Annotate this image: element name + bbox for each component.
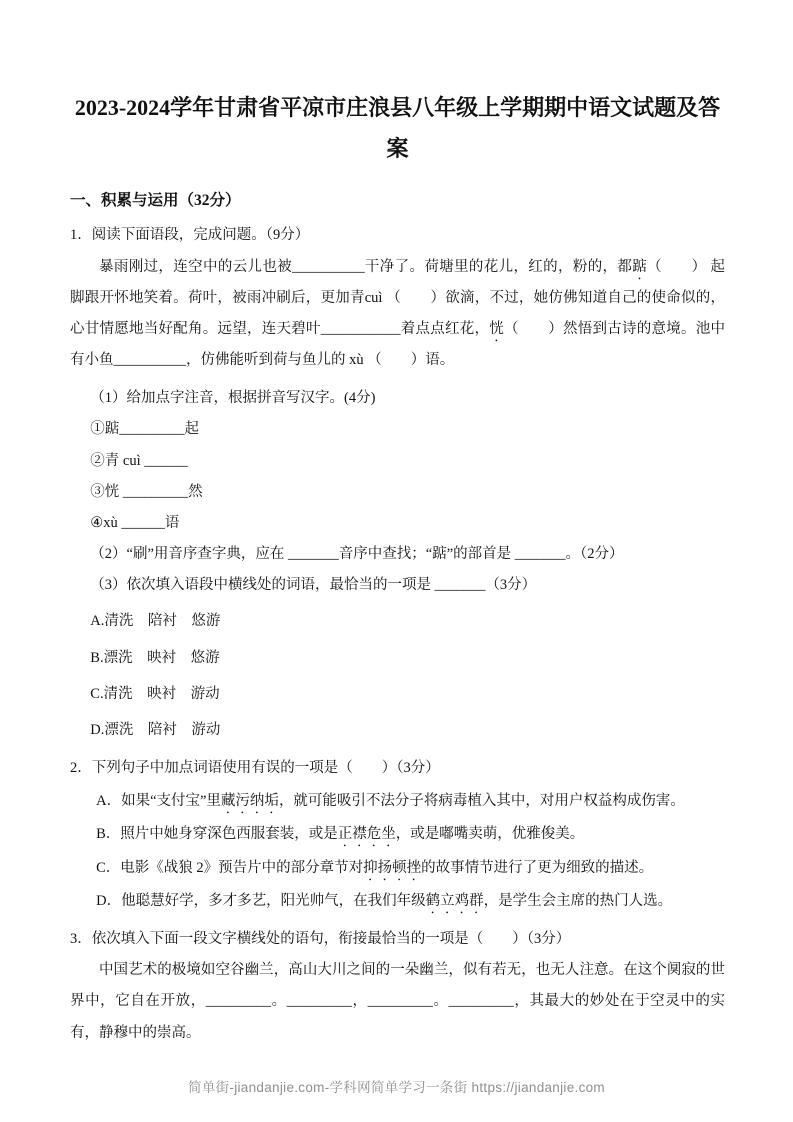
question-1-sub3: （3）依次填入语段中横线处的词语，最恰当的一项是 _______（3分） [90,577,537,594]
q1-option-d: D.漂洗 陪衬 游动 [90,721,221,738]
question-1-sub2: （2）“刷”用音序查字典，应在 _______音序中查找；“踮”的部首是 _______。（2分） [90,546,624,563]
option-text: ，或是嘟嘴卖萌，优雅俊美。 [395,826,585,843]
option-text: C．电影《战狼 2》预告片中的部分章节对 [96,859,364,876]
question-3-paragraph: 中国艺术的极境如空谷幽兰，高山大川之间的一朵幽兰，似有若无，也无人注意。在这个阒寂的世界中，它自在开放，_________。_________，_________。_________，其最大的妙处在于空灵中的实有，静穆中的崇高。 [70,962,725,1041]
question-1-sub1-label: （1）给加点字注音，根据拼音写汉字。(4分) [90,390,376,407]
q1-option-a: A.清洗 陪衬 悠游 [90,613,221,630]
question-3-stem: 3．依次填入下面一段文字横线处的语句，衔接最恰当的一项是（ ）（3分） [70,930,571,947]
q1-sub1-item-4: ④xù ______语 [90,514,180,531]
q2-option-b [70,819,725,850]
q1-sub1-item-1: ①踮_________起 [90,421,200,438]
option-text: 的故事情节进行了更为细致的描述。 [421,859,654,876]
emphasized-idiom: 藏污纳垢 [220,793,279,810]
footer-text: 简单街-jiandanjie.com-学科网简单学习一条街 https://jiandanjie.com [188,1080,605,1095]
option-text: ，就可能吸引不法分子将病毒植入其中，对用户权益构成伤害。 [278,793,685,810]
option-text: ，是学生会主席的热门人选。 [483,892,673,909]
page-footer [0,1076,793,1096]
section-1-heading: 一、积累与运用（32分） [70,192,241,210]
passage-segment: 暴雨刚过，连空中的云儿也被__________干净了。荷塘里的花儿，红的，粉的，都 [99,258,633,275]
q1-sub1-item-3: ③恍 _________然 [90,483,203,500]
q1-option-b: B.漂洗 映衬 悠游 [90,649,220,666]
emphasized-idiom: 鹤立鸡群 [425,892,484,909]
option-text: B．照片中她身穿深色西服套装，或是 [96,826,338,843]
q2-option-c [70,853,725,884]
passage-segment: （ ）然悟到古诗的意境。池中有小鱼__________，仿佛能听到荷与鱼儿的 xù （ ）语。 [70,320,725,369]
question-1-passage [70,252,725,377]
passage-segment: （ ） 起脚跟开怀地笑着。荷叶，被雨冲刷后，更加青cuì （ ）欲滴，不过，她仿佛知道自己的使命似的，心甘情愿地当好配角。远望，连天碧叶___________着点点红花， [70,258,726,337]
emphasized-idiom: 抑扬顿挫 [363,859,422,876]
option-text: A．如果“支付宝”里 [96,793,221,810]
emphasized-idiom: 正襟危坐 [337,826,396,843]
q2-option-d [70,886,725,917]
option-text: D．他聪慧好学，多才多艺，阳光帅气，在我们年级 [96,892,426,909]
q1-sub1-item-2: ②青 cuì ______ [90,452,188,469]
document-title: 2023-2024学年甘肃省平凉市庄浪县八年级上学期期中语文试题及答案 [74,95,721,161]
question-1-stem: 1．阅读下面语段，完成问题。（9分） [70,227,310,244]
emphasized-char-dian: 踮 [632,258,648,275]
q1-option-c: C.清洗 映衬 游动 [90,685,220,702]
question-2-stem: 2．下列句子中加点词语使用有误的一项是（ ）（3分） [70,760,440,777]
q2-option-a [70,786,725,817]
emphasized-char-huang: 恍 [489,320,504,337]
